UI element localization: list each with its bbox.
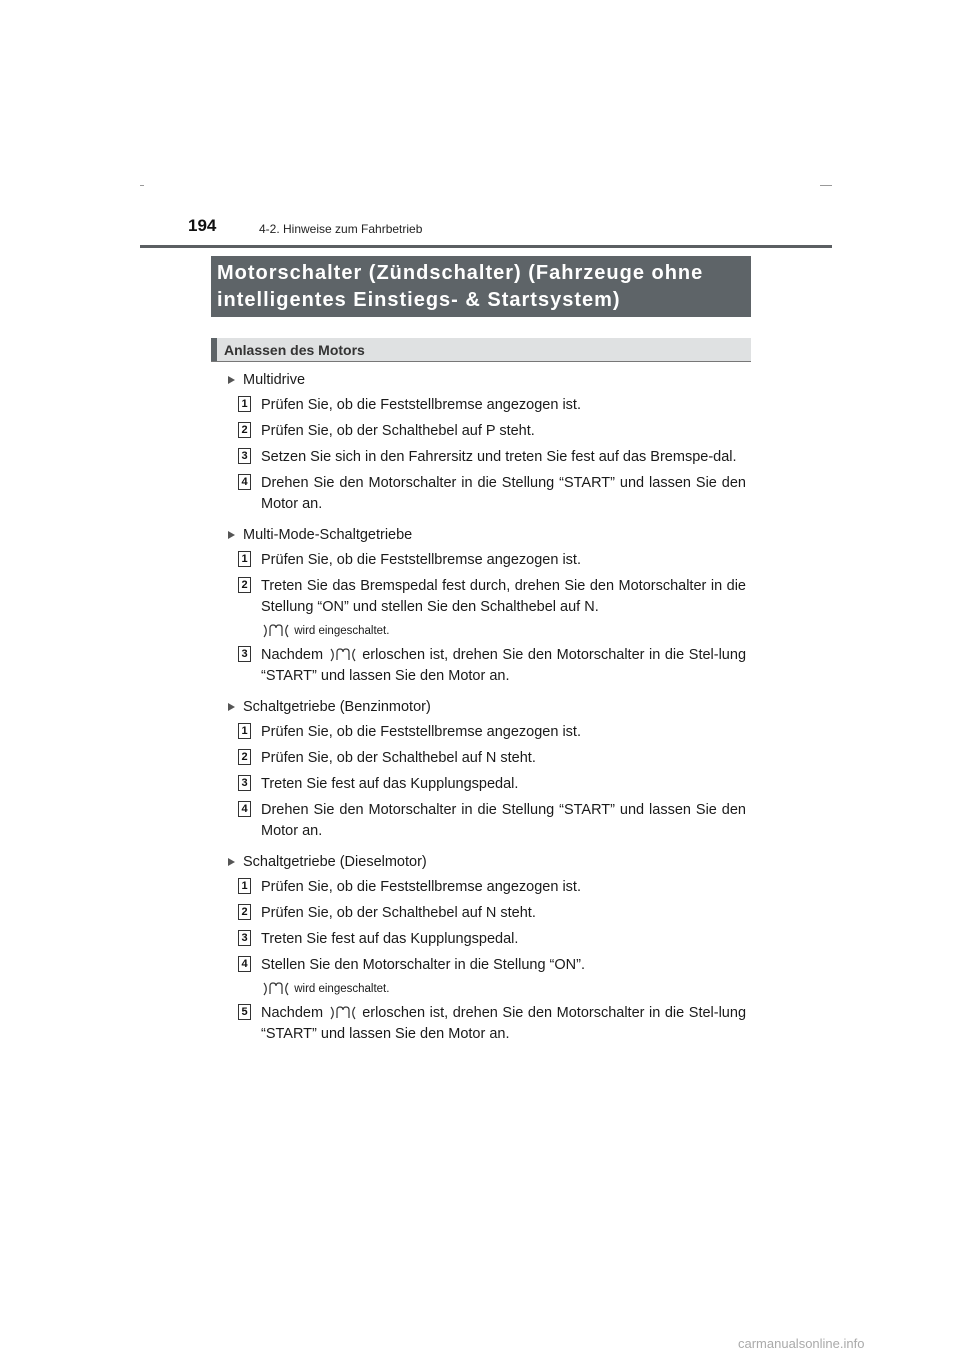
step-item: 4 Drehen Sie den Motorschalter in die Stellung “START” und lassen Sie den Motor an. <box>211 798 751 845</box>
section-heading-multi-mode: Multi-Mode-Schaltgetriebe <box>211 522 751 548</box>
subheading-bar <box>211 338 751 362</box>
glow-plug-indicator-icon <box>328 647 358 663</box>
step-item: 1 Prüfen Sie, ob die Feststellbremse angezogen ist. <box>211 720 751 746</box>
step-number: 4 <box>238 474 251 490</box>
step-item: 4 Drehen Sie den Motorschalter in die Stellung “START” und lassen Sie den Motor an. <box>211 471 751 518</box>
section-heading-multidrive: Multidrive <box>211 367 751 393</box>
glow-plug-indicator-icon <box>261 623 291 639</box>
step-number: 4 <box>238 801 251 817</box>
triangle-right-icon <box>228 858 235 866</box>
step-number: 3 <box>238 448 251 464</box>
step-item: 2 Prüfen Sie, ob der Schalthebel auf N steht. <box>211 746 751 772</box>
step-item: 1 Prüfen Sie, ob die Feststellbremse angezogen ist. <box>211 393 751 419</box>
page-number: 194 <box>188 216 217 235</box>
title-banner <box>211 256 751 317</box>
crop-mark-left <box>140 185 144 186</box>
triangle-right-icon <box>228 531 235 539</box>
step-item: 3 Treten Sie fest auf das Kupplungspedal. <box>211 772 751 798</box>
step-item: 2 Treten Sie das Bremspedal fest durch, drehen Sie den Motorschalter in die Stellung “ON” und stellen Sie den Schalthebel auf N. <box>211 574 751 621</box>
header-rule <box>140 245 832 248</box>
step-number: 3 <box>238 646 251 662</box>
step-item: 4 Stellen Sie den Motorschalter in die Stellung “ON”. <box>211 953 751 979</box>
page-title: Motorschalter (Zündschalter) (Fahrzeuge ohne intelligentes Einstiegs- & Startsystem) <box>217 262 704 311</box>
step-number: 2 <box>238 904 251 920</box>
page-header <box>140 216 832 248</box>
section-heading-manual-diesel: Schaltgetriebe (Dieselmotor) <box>211 849 751 875</box>
step-note: wird eingeschaltet. <box>211 621 751 643</box>
subheading: Anlassen des Motors <box>224 342 365 358</box>
section-heading-manual-petrol: Schaltgetriebe (Benzinmotor) <box>211 694 751 720</box>
step-item: 3 Nachdem erloschen ist, drehen Sie den Motorschalter in die Stel-lung “START” und lassen Sie den Motor an. <box>211 643 751 690</box>
watermark: carmanualsonline.info <box>738 1336 865 1351</box>
step-item: 3 Treten Sie fest auf das Kupplungspedal. <box>211 927 751 953</box>
step-item: 2 Prüfen Sie, ob der Schalthebel auf P steht. <box>211 419 751 445</box>
step-number: 2 <box>238 422 251 438</box>
step-item: 1 Prüfen Sie, ob die Feststellbremse angezogen ist. <box>211 875 751 901</box>
step-number: 3 <box>238 930 251 946</box>
step-item: 5 Nachdem erloschen ist, drehen Sie den Motorschalter in die Stel-lung “START” und lassen Sie den Motor an. <box>211 1001 751 1048</box>
step-number: 1 <box>238 878 251 894</box>
step-number: 1 <box>238 551 251 567</box>
crop-mark-right <box>820 185 832 186</box>
step-number: 1 <box>238 396 251 412</box>
section-reference: 4-2. Hinweise zum Fahrbetrieb <box>259 222 423 236</box>
step-number: 3 <box>238 775 251 791</box>
triangle-right-icon <box>228 703 235 711</box>
step-item: 1 Prüfen Sie, ob die Feststellbremse angezogen ist. <box>211 548 751 574</box>
glow-plug-indicator-icon <box>261 981 291 997</box>
step-number: 1 <box>238 723 251 739</box>
triangle-right-icon <box>228 376 235 384</box>
glow-plug-indicator-icon <box>328 1005 358 1021</box>
step-number: 4 <box>238 956 251 972</box>
step-number: 2 <box>238 577 251 593</box>
step-item: 3 Setzen Sie sich in den Fahrersitz und treten Sie fest auf das Bremspe-dal. <box>211 445 751 471</box>
instructions <box>211 367 751 1048</box>
step-number: 2 <box>238 749 251 765</box>
subheading-accent <box>211 338 217 361</box>
step-number: 5 <box>238 1004 251 1020</box>
step-note: wird eingeschaltet. <box>211 979 751 1001</box>
step-item: 2 Prüfen Sie, ob der Schalthebel auf N steht. <box>211 901 751 927</box>
